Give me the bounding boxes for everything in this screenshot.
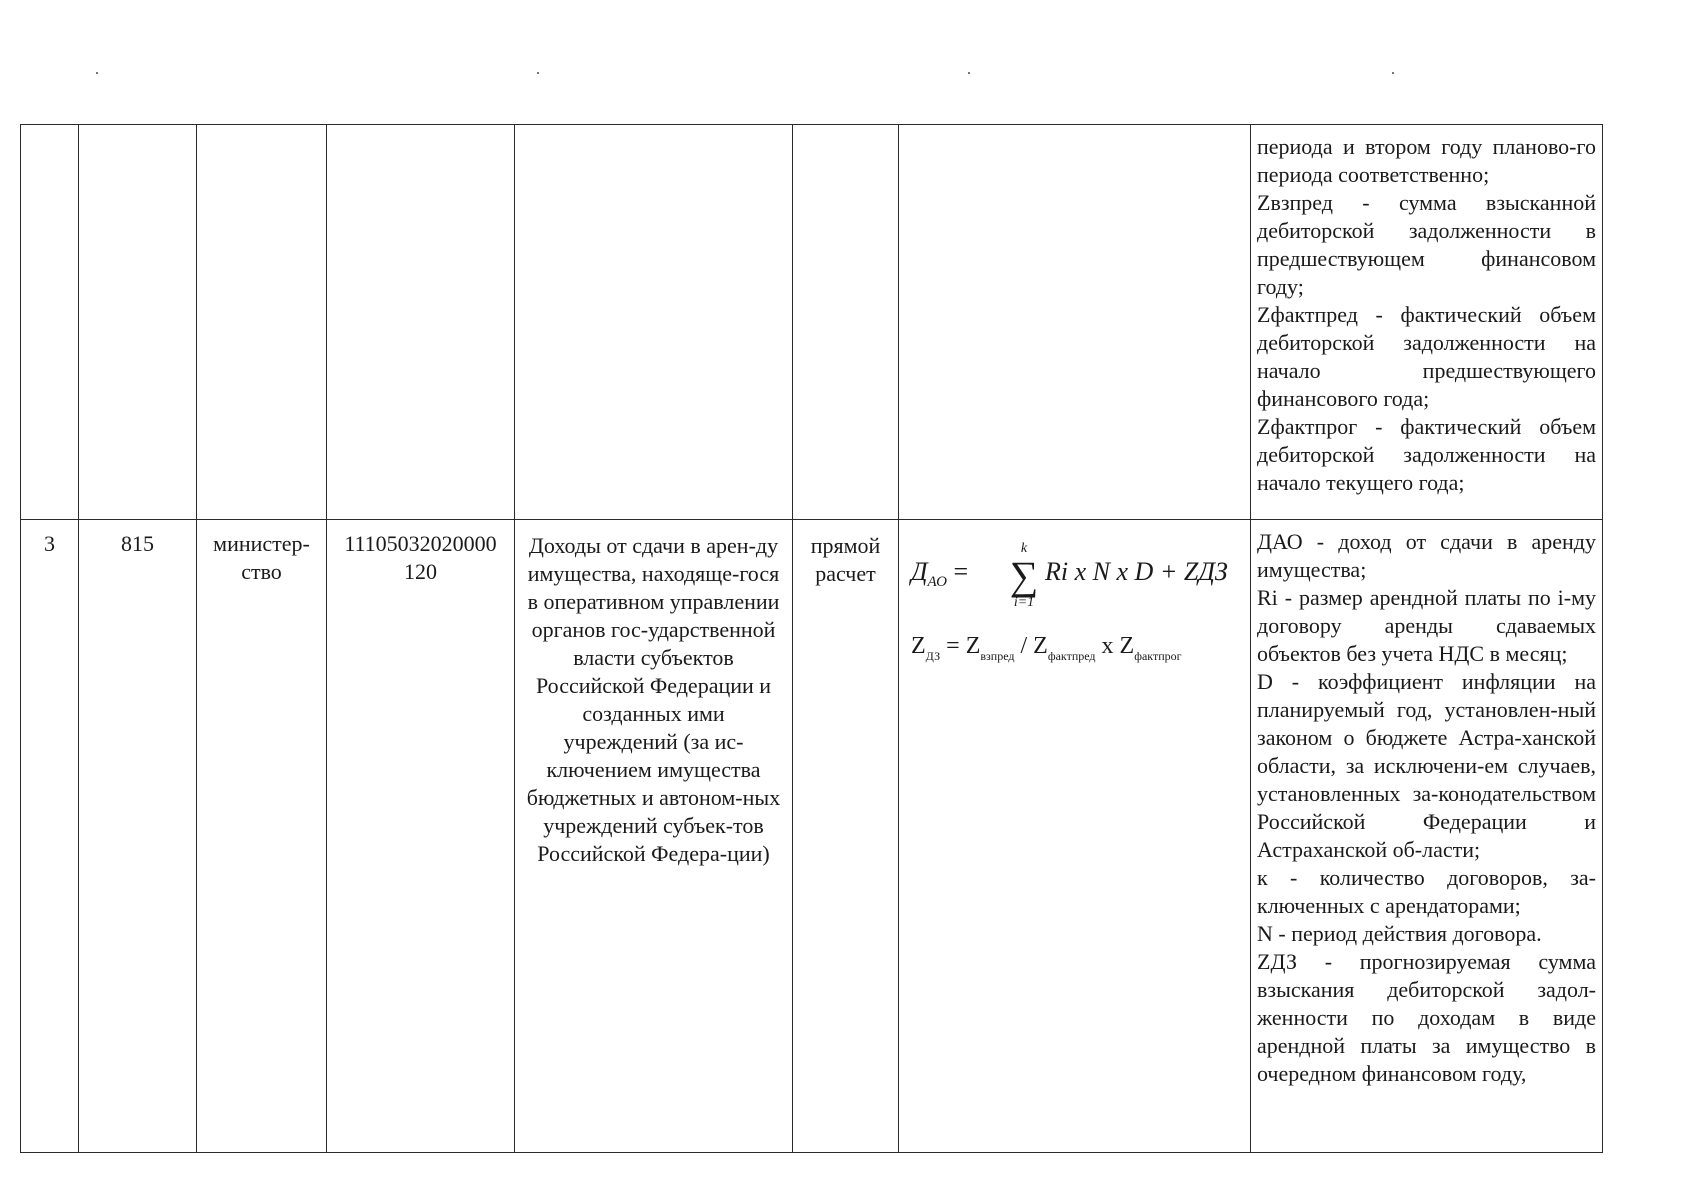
cell-admin-code: 815 xyxy=(79,520,197,1153)
explanation-line: N - период действия договора. xyxy=(1257,921,1542,946)
continuation-line: Zвзпред - сумма взысканной дебиторской задолженности в предшествующем финансовом году; xyxy=(1257,190,1596,299)
explanation-line: ZДЗ - прогнозируемая сумма взыскания дебиторской задол-женности по доходам в виде арендной платы за имущество в очередном финансовом году, xyxy=(1257,949,1596,1086)
revenue-method-table xyxy=(20,124,1603,1153)
cell-admin-name: министер-ство xyxy=(197,520,327,1153)
cell-formula xyxy=(899,520,1251,1153)
cell-empty xyxy=(197,125,327,520)
cell-revenue-description: Доходы от сдачи в арен-ду имущества, находяще-гося в оперативном управлении органов гос-ударственной власти субъектов Российской Федерации и созданных ими учреждений (за ис-ключением имущества бюджетных и автоном-ных учреждений субъек-тов Российской Федера-ции) xyxy=(515,520,793,1153)
cell-kbk-code: 11105032020000 120 xyxy=(327,520,515,1153)
explanation-line: Ri - размер арендной платы по i-му договору аренды сдаваемых объектов без учета НДС в месяц; xyxy=(1257,585,1596,666)
formula-rhs: Ri x N x D + ZДЗ xyxy=(1045,557,1228,586)
formula-lhs: $Д_{АО}$ = xyxy=(911,557,969,590)
scan-dot xyxy=(96,72,98,74)
sum-symbol xyxy=(1007,542,1041,610)
cell-empty xyxy=(21,125,79,520)
cell-empty xyxy=(793,125,899,520)
cell-empty xyxy=(327,125,515,520)
cell-empty xyxy=(899,125,1251,520)
continuation-line: Zфактпрог - фактический объем дебиторской задолженности на начало текущего года; xyxy=(1257,414,1596,495)
explanation-line: к - количество договоров, за-ключенных с арендаторами; xyxy=(1257,865,1596,918)
cell-empty xyxy=(79,125,197,520)
sum-upper-limit: k xyxy=(1020,541,1028,556)
explanation-line: ДАО - доход от сдачи в аренду имущества; xyxy=(1257,529,1596,582)
cell-calculation-method: прямой расчет xyxy=(793,520,899,1153)
formula-debt: $Z_{ДЗ} = Z_{взпред} / Z_{фактпред}$ x $Z_{фактпрог}$ xyxy=(911,633,1182,663)
table-row-3 xyxy=(21,520,1603,1153)
cell-row-number: 3 xyxy=(21,520,79,1153)
scan-dot xyxy=(1392,72,1394,74)
cell-continuation-text xyxy=(1251,125,1603,520)
sum-lower-limit: i=1 xyxy=(1013,595,1035,610)
continuation-line: Zфактпред - фактический объем дебиторской задолженности на начало предшествующего финансового года; xyxy=(1257,302,1596,411)
explanation-line: D - коэффициент инфляции на планируемый год, установлен-ный законом о бюджете Астра-ханской области, за исключени-ем случаев, установленных за-конодательством Российской Федерации и Астраханской об-ласти; xyxy=(1257,669,1596,862)
sigma-icon: ∑ xyxy=(1009,553,1039,598)
cell-explanation xyxy=(1251,520,1603,1153)
table-row-continuation xyxy=(21,125,1603,520)
continuation-line: периода и втором году планово-го периода соответственно; xyxy=(1257,134,1596,187)
scan-dot xyxy=(968,72,970,74)
scan-dot xyxy=(537,72,539,74)
cell-empty xyxy=(515,125,793,520)
